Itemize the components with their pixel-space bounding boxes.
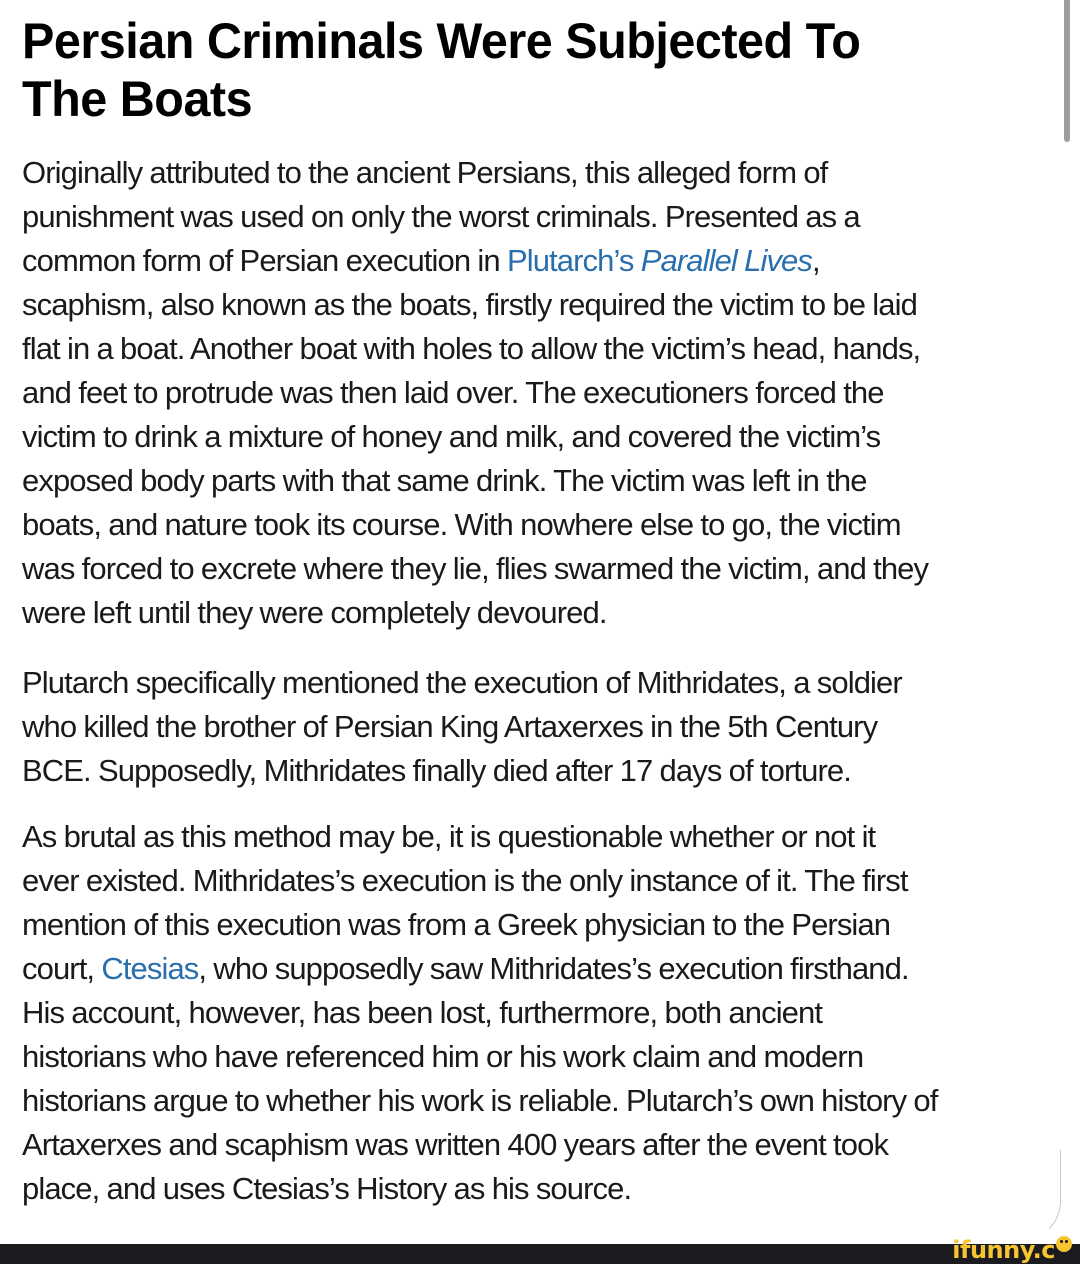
text-line: Originally attributed to the ancient Persians, this alleged form of [22, 155, 828, 190]
text-line: Plutarch specifically mentioned the execution of Mithridates, a soldier [22, 665, 902, 700]
plutarch-parallel-lives-link[interactable] [507, 243, 812, 278]
link-text: Plutarch’s [506, 243, 641, 278]
text-line: scaphism, also known as the boats, firstly required the victim to be laid [22, 287, 917, 322]
text-line: historians argue to whether his work is reliable. Plutarch’s own history of [22, 1083, 938, 1118]
text-line [22, 239, 928, 283]
text-line: boats, and nature took its course. With nowhere else to go, the victim [22, 507, 901, 542]
footer-bar [0, 1236, 1080, 1264]
ifunny-watermark [952, 1236, 1072, 1264]
text-line: Artaxerxes and scaphism was written 400 years after the event took [22, 1127, 889, 1162]
text-line: punishment was used on only the worst criminals. Presented as a [22, 199, 860, 234]
text-line: historians who have referenced him or his work claim and modern [22, 1039, 864, 1074]
smiley-icon [1056, 1236, 1072, 1252]
screen-corner-curve [1020, 1150, 1061, 1241]
text-line: flat in a boat. Another boat with holes to allow the victim’s head, hands, [22, 331, 921, 366]
text-line: victim to drink a mixture of honey and milk, and covered the victim’s [22, 419, 881, 454]
link-italic-text: Parallel Lives [640, 243, 812, 278]
text-line: and feet to protrude was then laid over. The executioners forced the [22, 375, 884, 410]
text-line: place, and uses Ctesias’s History as his source. [22, 1171, 632, 1206]
text-segment: court, [22, 951, 102, 986]
paragraph-1 [22, 151, 928, 635]
text-line: His account, however, has been lost, furthermore, both ancient [22, 995, 823, 1030]
text-line: ever existed. Mithridates’s execution is the only instance of it. The first [22, 863, 908, 898]
text-line: who killed the brother of Persian King Artaxerxes in the 5th Century [22, 709, 878, 744]
article-title [22, 12, 992, 128]
text-line: As brutal as this method may be, it is questionable whether or not it [22, 819, 876, 854]
text-line: BCE. Supposedly, Mithridates finally died after 17 days of torture. [22, 753, 851, 788]
scrollbar[interactable] [1064, 0, 1070, 142]
title-line: The Boats [22, 71, 253, 127]
text-line: mention of this execution was from a Greek physician to the Persian [22, 907, 891, 942]
article [22, 0, 1062, 1206]
text-line: were left until they were completely devoured. [22, 595, 607, 630]
watermark-text: ifunny.c [952, 1236, 1055, 1264]
text-line: exposed body parts with that same drink. The victim was left in the [22, 463, 867, 498]
text-segment: , who supposedly saw Mithridates’s execution firsthand. [198, 951, 909, 986]
paragraph-2 [22, 661, 902, 793]
text-line: was forced to excrete where they lie, flies swarmed the victim, and they [22, 551, 929, 586]
text-segment: , [811, 243, 820, 278]
text-segment: common form of Persian execution in [22, 243, 507, 278]
title-line: Persian Criminals Were Subjected To [22, 13, 861, 69]
paragraph-3 [22, 815, 937, 1211]
ctesias-link[interactable]: Ctesias [101, 951, 199, 986]
text-line [22, 947, 937, 991]
